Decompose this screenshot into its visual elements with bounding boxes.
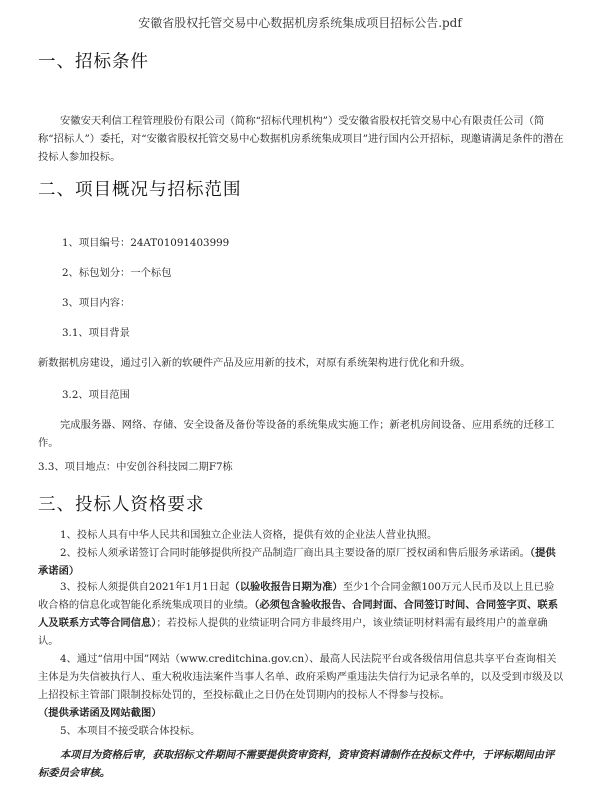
requirement-2-note: （提供承诺函） (38, 547, 556, 577)
requirement-2: 2、投标人须承诺签订合同时能够提供所投产品制造厂商出具主要设备的原厂授权函和售后服务承诺函。（提供承诺函） (38, 547, 556, 577)
requirement-5: 5、本项目不接受联合体投标。 (60, 725, 201, 737)
bidding-conditions-paragraph: 安徽安天利信工程管理股份有限公司（简称“招标代理机构”）受安徽省股权托管交易中心有限责任公司（简称“招标人”）委托，对“安徽省股权托管交易中心数据机房系统集成项目”进行国内公开招标，现邀请满足条件的潜在投标人参加投标。 (38, 115, 564, 163)
requirement-1: 1、投标人具有中华人民共和国独立企业法人资格，提供有效的企业法人营业执照。 (60, 529, 438, 541)
requirement-4: 4、通过“信用中国”网站（www.creditchina.gov.cn）、最高人民法院平台或各级信用信息共享平台查询相关主体是为失信被执行人、重大税收违法案件当事人名单、政府采购严重违法失信行为记录名单的，以及受到市级及以上招投标主管部门限制投标处罚的，至投标截止之日仍在处罚期内的投标人不得参与投标。（提供承诺函及网站截图） (38, 653, 564, 719)
project-scope-title: 3.2、项目范围 (62, 389, 130, 401)
section-heading-project-overview: 二、项目概况与招标范围 (38, 180, 242, 200)
section-heading-bidder-qualifications: 三、投标人资格要求 (38, 495, 205, 515)
requirement-3: 3、投标人须提供自2021年1月1日起（以验收报告日期为准）至少1个合同金额100万元人民币及以上且已验收合格的信息化或智能化系统集成项目的业绩。（必须包含验收报告、合同封面、合同签订时间、合同签字页、联系人及联系方式等合同信息）；若投标人提供的业绩证明合同方非最终用户，该业绩证明材料需有最终用户的盖章确认。 (38, 581, 558, 647)
section-heading-bidding-conditions: 一、招标条件 (38, 52, 149, 72)
project-number: 1、项目编号：24AT01091403999 (62, 237, 230, 249)
project-scope-text: 完成服务器、网络、存储、安全设备及备份等设备的系统集成实施工作；新老机房间设备、应用系统的迁移工作。 (38, 419, 555, 449)
project-background-title: 3.1、项目背景 (62, 327, 130, 339)
document-title: 安徽省股权托管交易中心数据机房系统集成项目招标公告.pdf (138, 16, 462, 30)
requirement-3-note: （必须包含验收报告、合同封面、合同签订时间、合同签字页、联系人及联系方式等合同信息） (38, 599, 558, 629)
lot-division: 2、标包划分：一个标包 (62, 267, 172, 279)
prequalification-note: 本项目为资格后审，获取招标文件期间不需要提供资审资料，资审资料请制作在投标文件中，于评标期间由评标委员会审核。 (38, 749, 555, 779)
project-background-text: 新数据机房建设，通过引入新的软硬件产品及应用新的技术，对原有系统架构进行优化和升级。 (38, 357, 471, 369)
project-content-label: 3、项目内容： (62, 297, 131, 309)
project-location: 3.3、项目地点：中安创谷科技园二期F7栋 (38, 461, 233, 473)
requirement-4-note: （提供承诺函及网站截图） (38, 707, 162, 719)
